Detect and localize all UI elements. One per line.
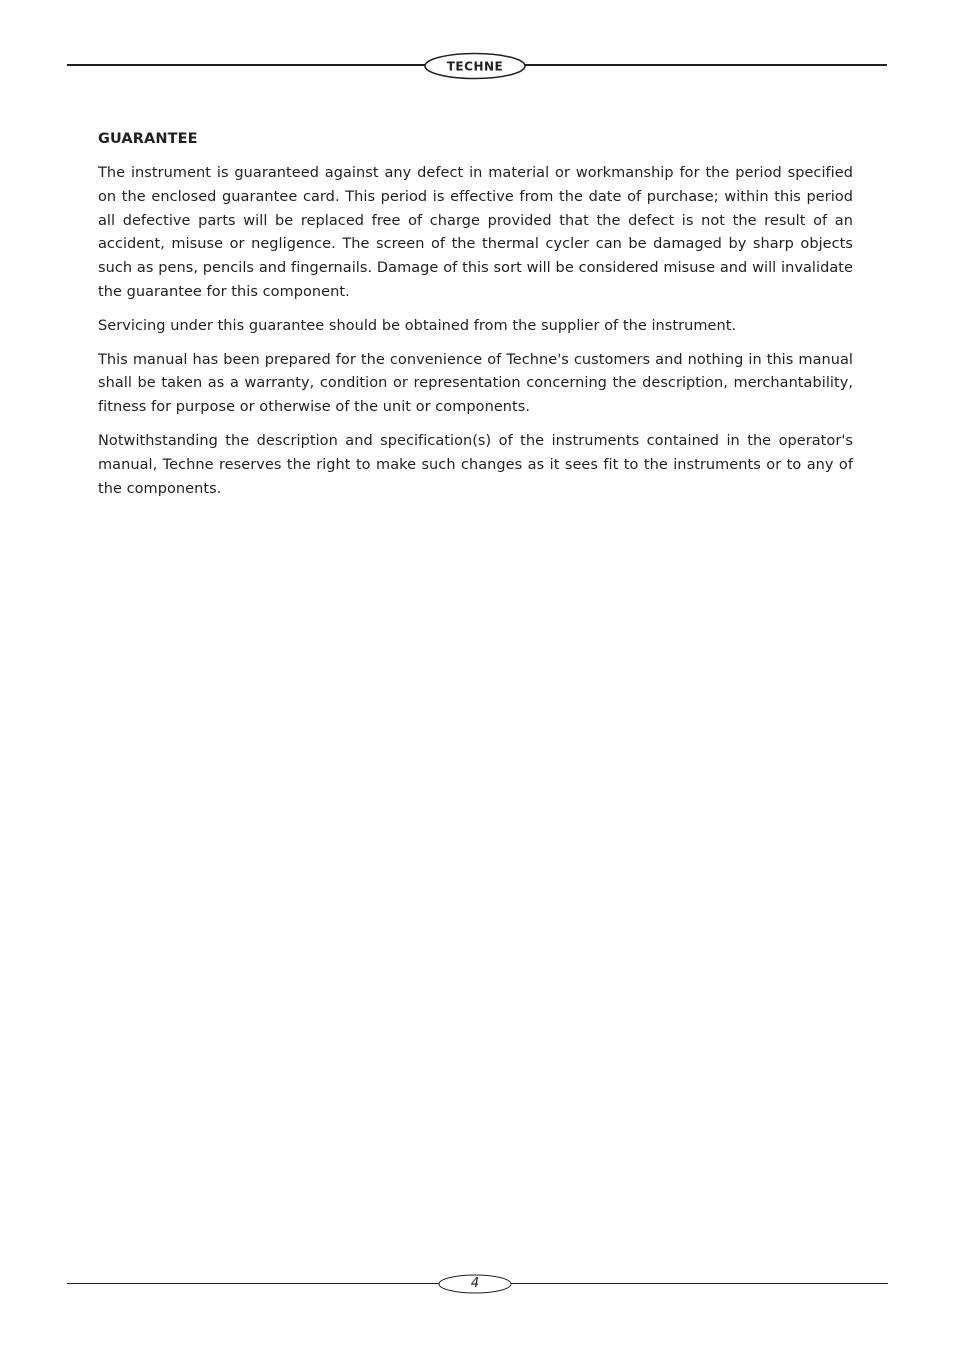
- paragraph-servicing: Servicing under this guarantee should be obtained from the supplier of the instrument.: [98, 317, 737, 334]
- page-number-badge: [438, 1274, 512, 1294]
- header-rule-right: [524, 64, 887, 66]
- logo-text: TECHNE: [446, 59, 504, 74]
- footer-rule-left: [67, 1283, 439, 1284]
- paragraph-manual-disclaimer: This manual has been prepared for the convenience of Techne's customers and nothing in this manual shall be taken as a warranty, condition or representation concerning the description, merchantability, fitness for purpose or otherwise of the unit or components.: [98, 351, 853, 416]
- footer-rule-right: [511, 1283, 888, 1284]
- techne-logo: [423, 52, 527, 80]
- guarantee-section: [98, 129, 853, 511]
- paragraph-guarantee-terms: The instrument is guaranteed against any defect in material or workmanship for the period specified on the enclosed guarantee card. This period is effective from the date of purchase; within this period all defective parts will be replaced free of charge provided that the defect is not the result of an accident, misuse or negligence. The screen of the thermal cycler can be damaged by sharp objects such as pens, pencils and fingernails. Damage of this sort will be considered misuse and will invalidate the guarantee for this component.: [98, 165, 853, 300]
- header-rule-left: [67, 64, 425, 66]
- paragraph-changes-reserved: Notwithstanding the description and specification(s) of the instruments contained in the operator's manual, Techne reserves the right to make such changes as it sees fit to the instruments or to any of the components.: [98, 432, 853, 497]
- page-number: 4: [470, 1276, 480, 1291]
- section-heading: GUARANTEE: [98, 131, 198, 147]
